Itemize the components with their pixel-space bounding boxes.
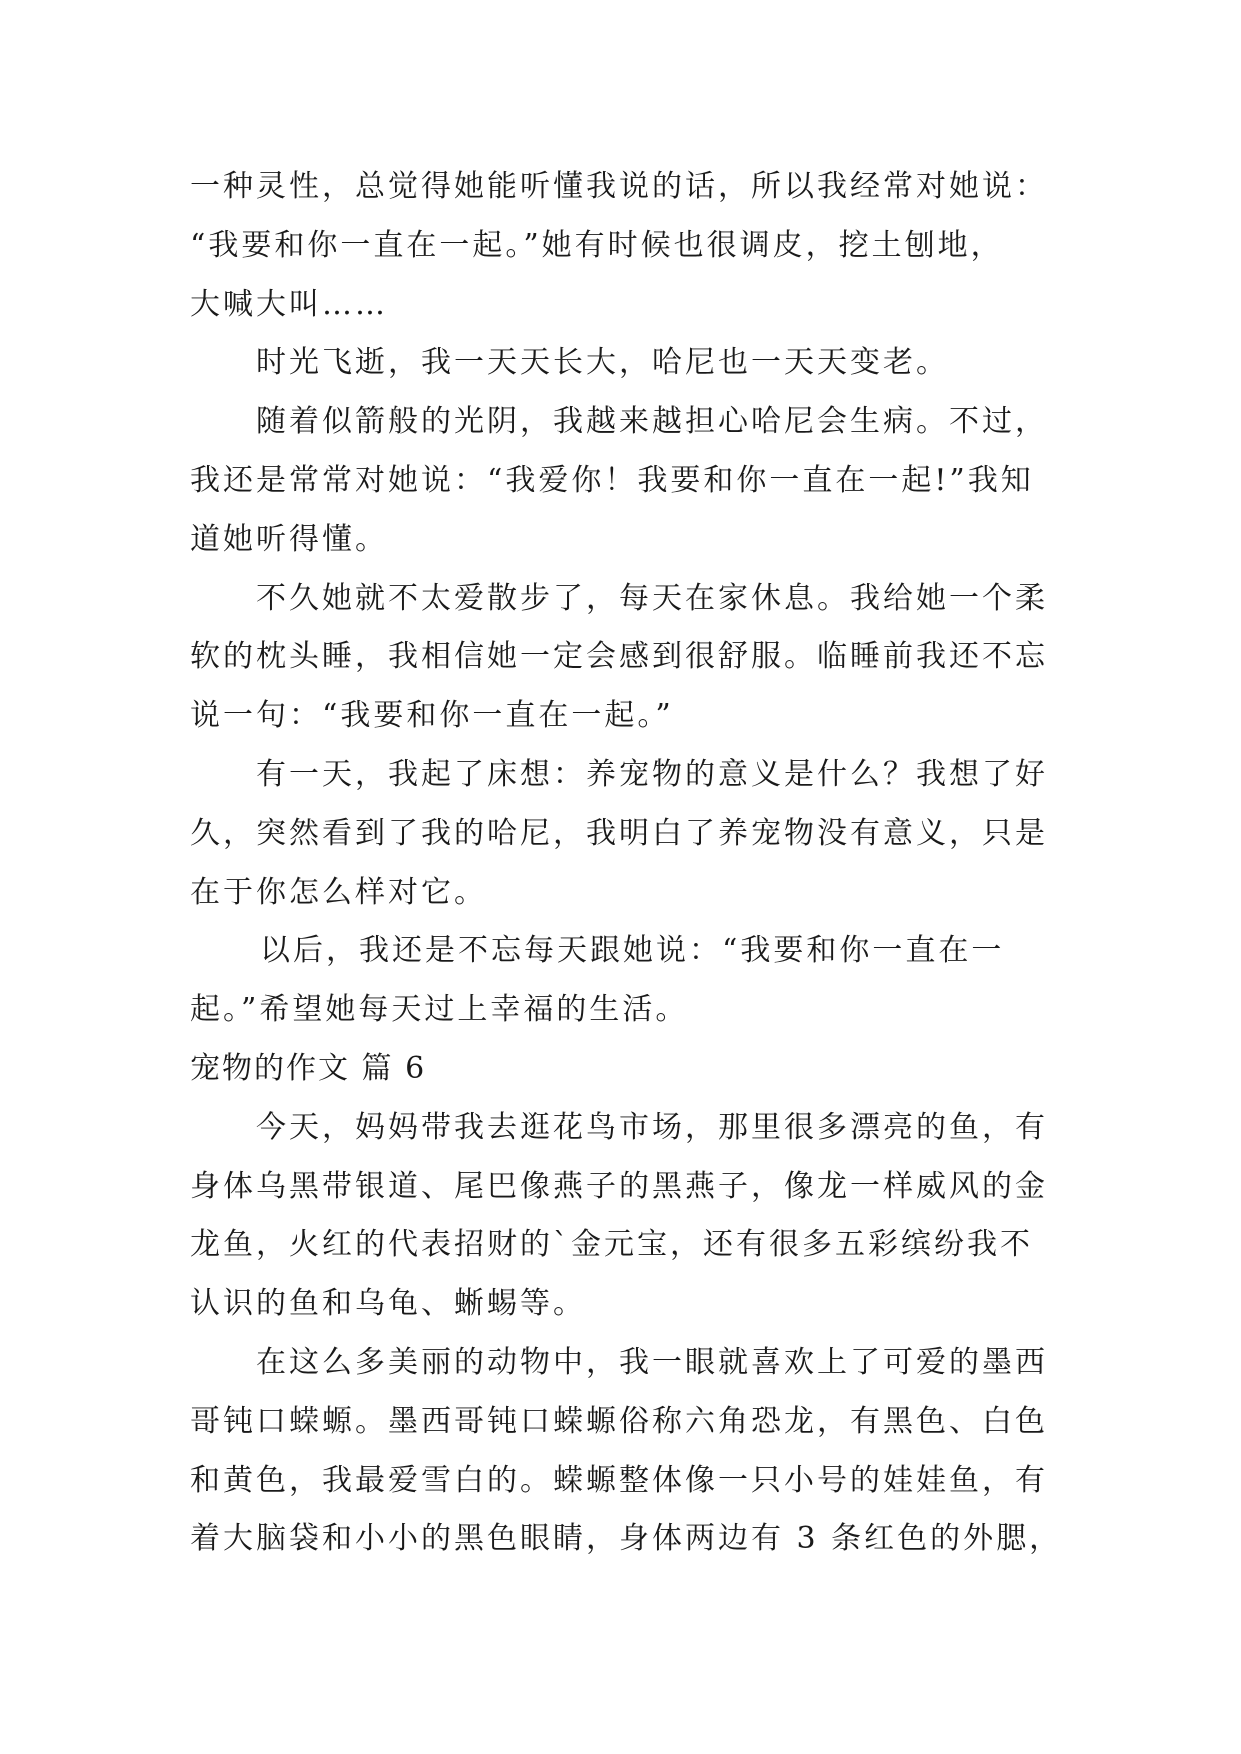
paragraph-start-line: 今天，妈妈带我去逛花鸟市场，那里很多漂亮的鱼，有 — [256, 1109, 1048, 1145]
section-heading: 宠物的作文 篇 6 — [190, 1050, 427, 1086]
paragraph-start-line: 以后，我还是不忘每天跟她说：“我要和你一直在一 — [260, 933, 1005, 969]
text-line: 大喊大叫…… — [190, 286, 388, 322]
paragraph-start-line: 有一天，我起了床想：养宠物的意义是什么？我想了好 — [256, 756, 1048, 792]
text-line: 我还是常常对她说：“我爱你！我要和你一直在一起!”我知 — [190, 462, 1034, 498]
text-line: 道她听得懂。 — [190, 521, 388, 557]
document-page — [190, 158, 1063, 1569]
text-line: 和黄色，我最爱雪白的。蝾螈整体像一只小号的娃娃鱼，有 — [190, 1462, 1048, 1498]
paragraph-start-line: 在这么多美丽的动物中，我一眼就喜欢上了可爱的墨西 — [256, 1344, 1048, 1380]
text-line: 一种灵性，总觉得她能听懂我说的话，所以我经常对她说： — [190, 169, 1048, 204]
text-line: 久，突然看到了我的哈尼，我明白了养宠物没有意义，只是 — [190, 815, 1048, 851]
text-line: 说一句：“我要和你一直在一起。” — [190, 698, 674, 734]
text-line: 龙鱼，火红的代表招财的`金元宝，还有很多五彩缤纷我不 — [190, 1227, 1033, 1263]
text-line: 在于你怎么样对它。 — [190, 874, 487, 910]
paragraph-start-line: 不久她就不太爱散步了，每天在家休息。我给她一个柔 — [256, 580, 1048, 616]
paragraph-start-line: 时光飞逝，我一天天长大，哈尼也一天天变老。 — [256, 345, 949, 381]
text-line: 起。”希望她每天过上幸福的生活。 — [190, 992, 689, 1028]
text-line: 认识的鱼和乌龟、蜥蜴等。 — [190, 1286, 586, 1322]
text-line: 身体乌黑带银道、尾巴像燕子的黑燕子，像龙一样威风的金 — [190, 1168, 1048, 1204]
text-line: 软的枕头睡，我相信她一定会感到很舒服。临睡前我还不忘 — [190, 639, 1048, 675]
text-line: 着大脑袋和小小的黑色眼睛，身体两边有 3 条红色的外腮， — [190, 1521, 1063, 1557]
paragraph-start-line: 随着似箭般的光阴，我越来越担心哈尼会生病。不过， — [256, 404, 1048, 440]
text-line: “我要和你一直在一起。”她有时候也很调皮，挖土刨地， — [190, 227, 1004, 263]
text-line: 哥钝口蝾螈。墨西哥钝口蝾螈俗称六角恐龙，有黑色、白色 — [190, 1403, 1048, 1439]
